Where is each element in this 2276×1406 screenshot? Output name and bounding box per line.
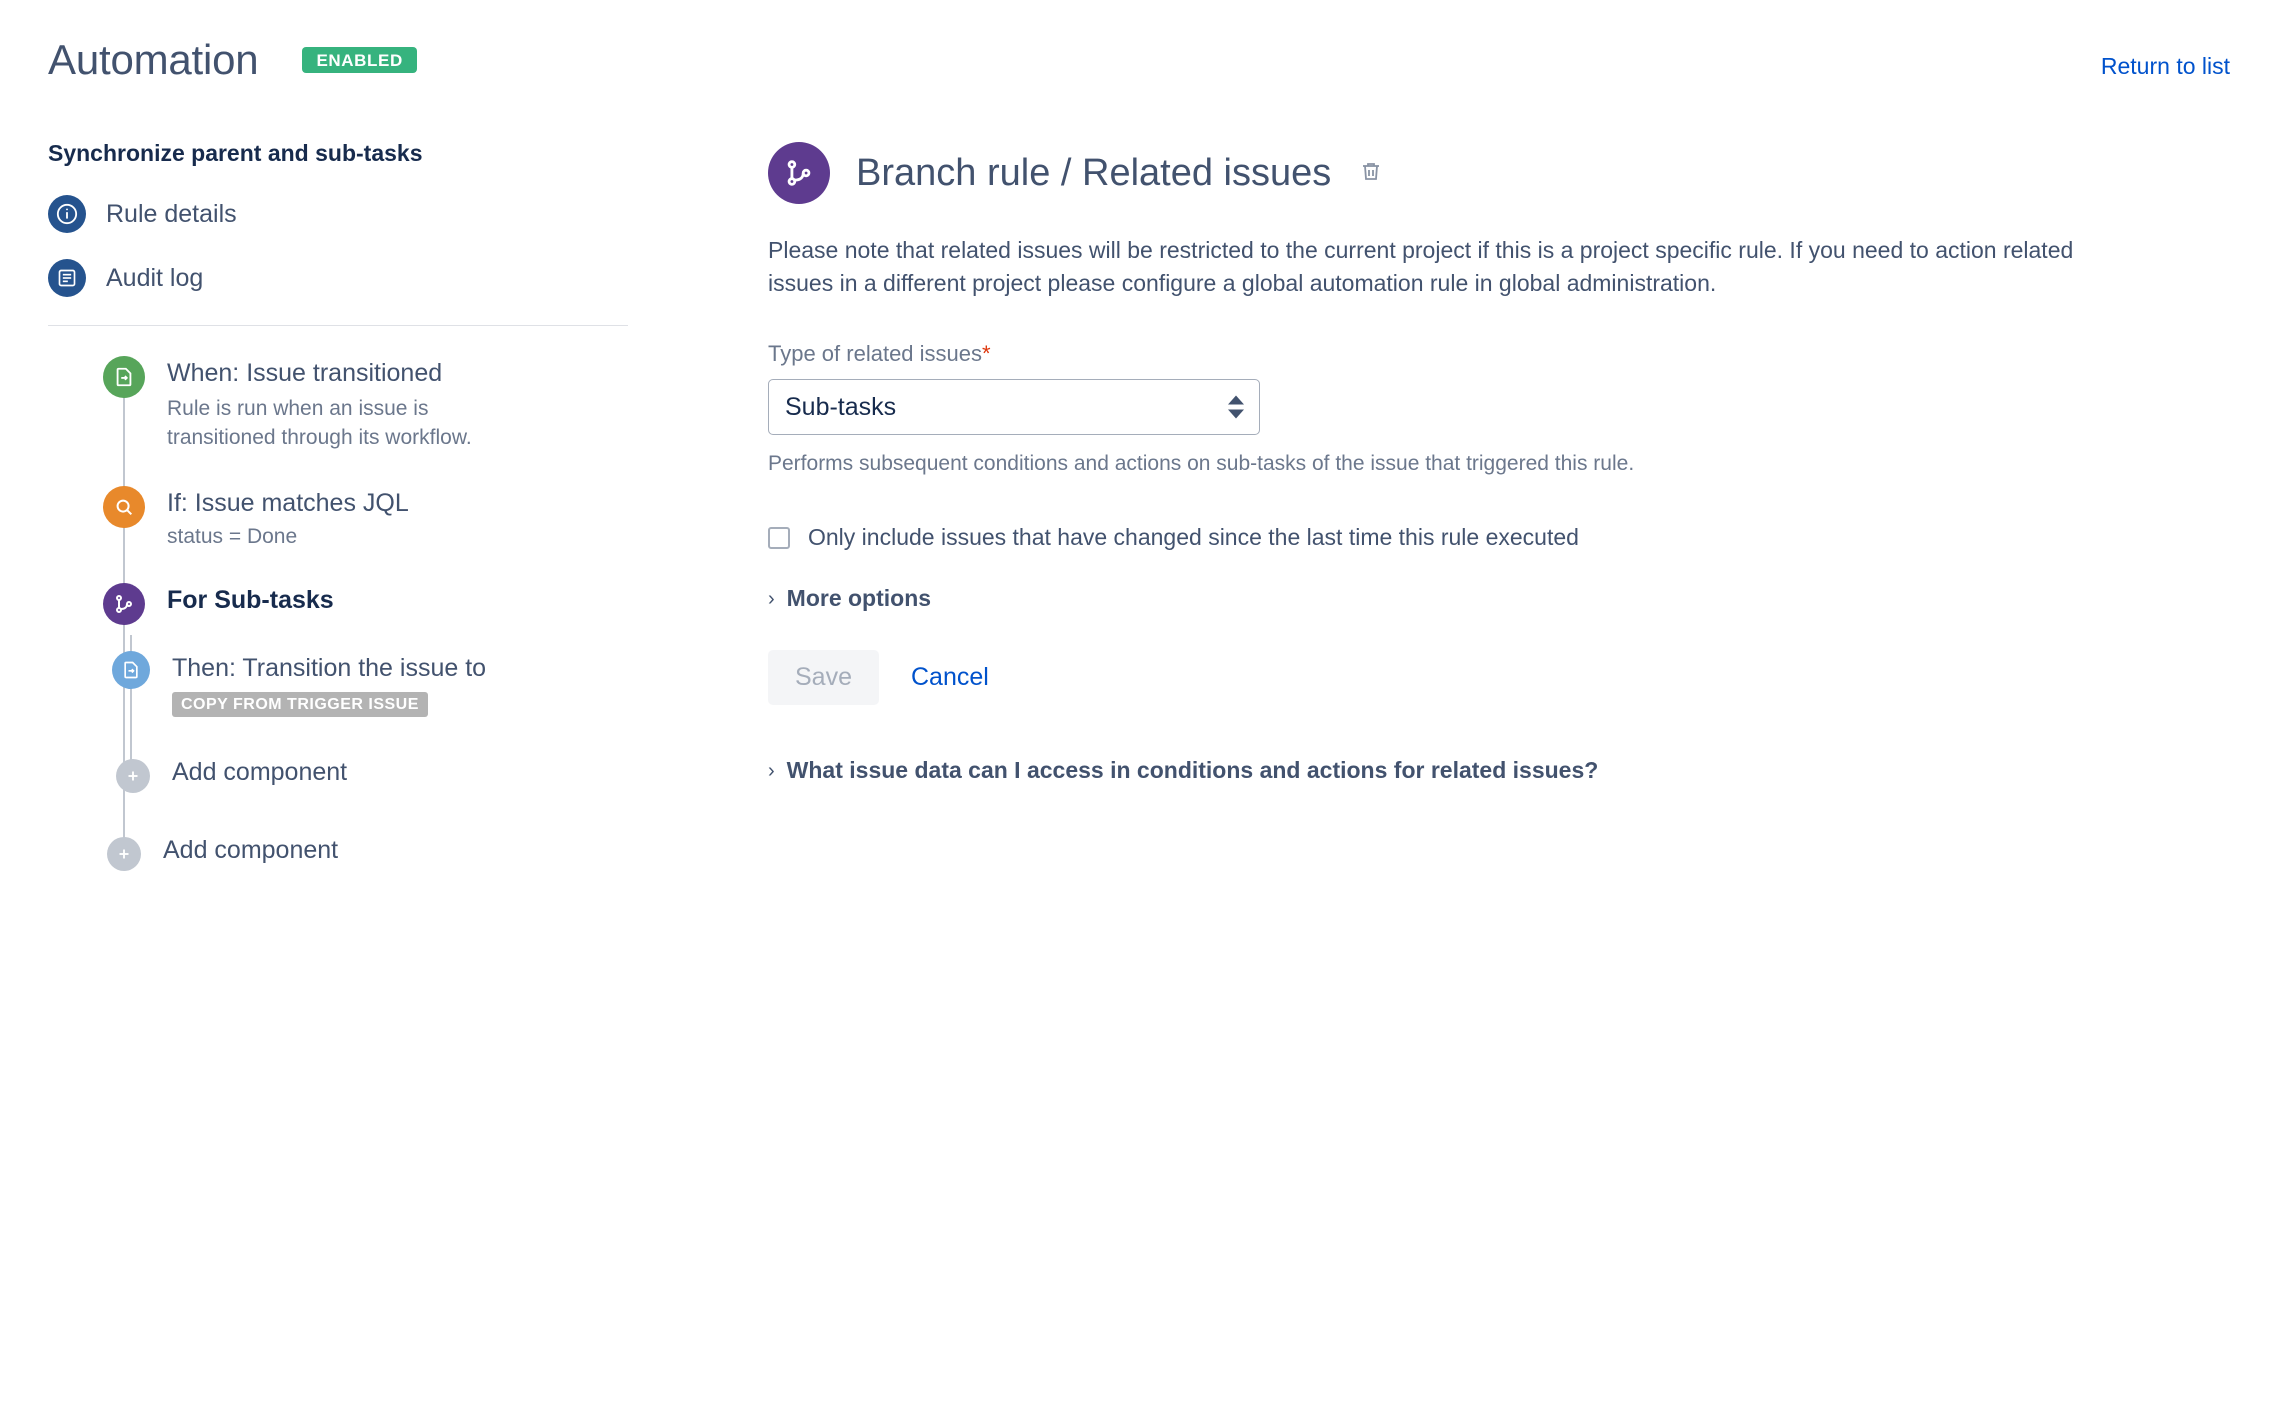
issue-transition-icon (112, 651, 150, 689)
sidebar-item-label: Audit log (106, 263, 204, 292)
more-options-expander[interactable] (768, 585, 2188, 612)
tree-node-title: Then: Transition the issue to (172, 654, 487, 683)
issue-transition-icon (103, 356, 145, 398)
page-header (48, 36, 417, 84)
form-actions (768, 650, 2188, 705)
status-badge: ENABLED (302, 47, 416, 73)
tree-node-action[interactable] (100, 651, 648, 717)
sidebar-item-rule-details[interactable] (48, 195, 648, 233)
tree-node-tag: COPY FROM TRIGGER ISSUE (172, 692, 428, 717)
required-marker: * (982, 341, 991, 367)
related-issues-type-select-wrap (768, 379, 1260, 435)
faq-expander[interactable] (768, 757, 2188, 784)
sidebar (48, 140, 648, 881)
plus-circle-icon (107, 837, 141, 871)
more-options-label: More options (786, 585, 932, 612)
tree-node-branch[interactable] (48, 583, 648, 625)
page-title: Automation (48, 36, 259, 83)
branch-icon (768, 142, 830, 204)
only-changed-issues-checkbox[interactable] (768, 527, 790, 549)
chevron-right-icon: › (768, 759, 775, 782)
branch-children (100, 651, 648, 793)
chevron-right-icon: › (768, 587, 775, 610)
tree-node-title: When: Issue transitioned (167, 359, 443, 387)
panel-header (768, 142, 2188, 204)
panel-note: Please note that related issues will be restricted to the current project if this is a project specific rule. If you need to action related issues in a different project please configure a global automation rule in global administration. (768, 237, 2074, 296)
trash-icon[interactable] (1359, 159, 1383, 188)
tree-node-title: For Sub-tasks (167, 586, 334, 615)
list-document-icon (48, 259, 86, 297)
tree-node-title: If: Issue matches JQL (167, 488, 409, 517)
field-label-text: Type of related issues (768, 341, 983, 367)
save-button[interactable]: Save (768, 650, 879, 705)
sidebar-item-audit-log[interactable] (48, 259, 648, 297)
related-issues-type-select[interactable] (768, 379, 1260, 435)
rule-name: Synchronize parent and sub-tasks (48, 140, 423, 166)
rule-component-tree (48, 356, 648, 871)
add-component-child-button[interactable] (100, 755, 648, 793)
branch-icon (103, 583, 145, 625)
magnifier-icon (103, 486, 145, 528)
tree-node-description: Rule is run when an issue is transitioned through its workflow. (167, 397, 472, 449)
cancel-button[interactable]: Cancel (905, 662, 995, 693)
add-component-root-button[interactable] (48, 833, 648, 871)
add-component-label: Add component (172, 758, 348, 787)
related-issues-type-label (768, 341, 2188, 367)
tree-node-description: status = Done (167, 525, 298, 549)
related-issues-help-text: Performs subsequent conditions and actions on sub-tasks of the issue that triggered this rule. (768, 452, 1635, 476)
only-changed-issues-label: Only include issues that have changed since the last time this rule executed (808, 524, 1579, 551)
tree-node-trigger[interactable] (48, 356, 648, 452)
add-component-label: Add component (163, 836, 339, 865)
only-changed-issues-row[interactable] (768, 524, 2188, 551)
sidebar-divider (48, 325, 628, 326)
info-icon (48, 195, 86, 233)
return-to-list-link[interactable]: Return to list (2100, 53, 2230, 79)
plus-circle-icon (116, 759, 150, 793)
panel-title: Branch rule / Related issues (856, 151, 1332, 194)
tree-node-condition[interactable] (48, 486, 648, 549)
component-detail-panel (768, 142, 2188, 784)
sidebar-item-label: Rule details (106, 199, 237, 228)
faq-label: What issue data can I access in conditions and actions for related issues? (786, 757, 1599, 784)
